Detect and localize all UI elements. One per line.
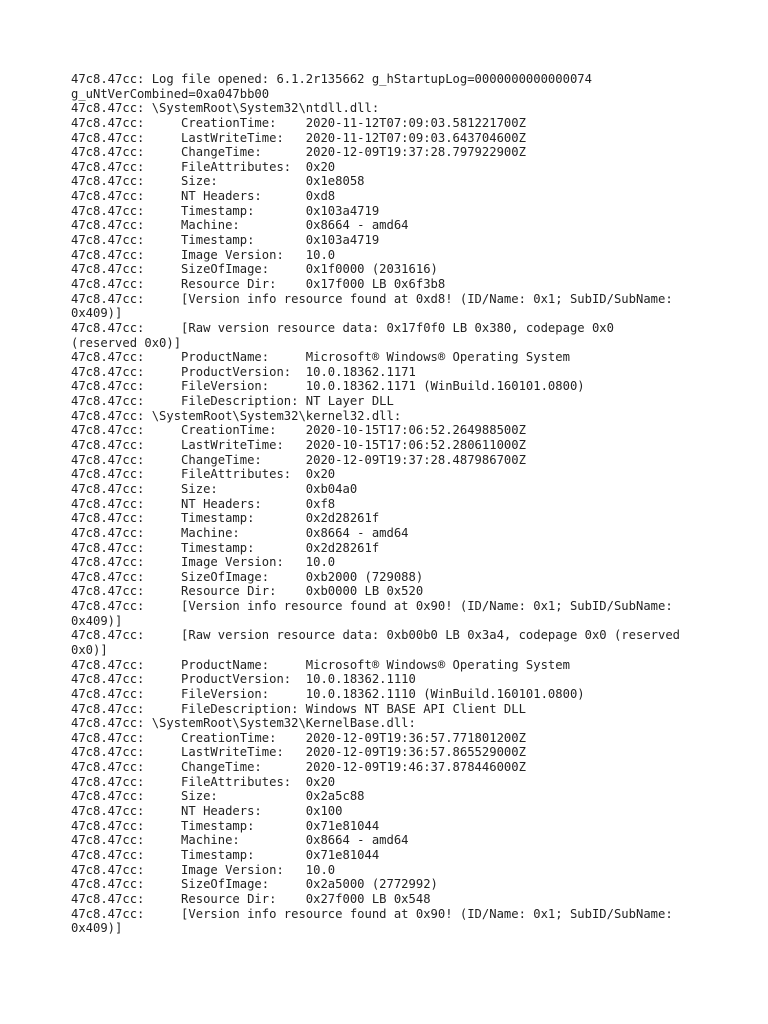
log-line: 0x409)]	[71, 921, 123, 936]
log-line: 47c8.47cc: Timestamp: 0x2d28261f	[71, 511, 380, 526]
log-line: 47c8.47cc: SizeOfImage: 0x1f0000 (2031616)	[71, 262, 438, 277]
log-line: 47c8.47cc: ProductVersion: 10.0.18362.1110	[71, 672, 416, 687]
log-line: 0x409)]	[71, 613, 123, 628]
log-line: 47c8.47cc: Image Version: 10.0	[71, 247, 336, 262]
log-line: 47c8.47cc: NT Headers: 0xd8	[71, 189, 336, 204]
log-line: 47c8.47cc: ChangeTime: 2020-12-09T19:37:28.797922900Z	[71, 145, 526, 160]
log-document	[71, 72, 731, 936]
log-line: g_uNtVerCombined=0xa047bb00	[71, 86, 270, 101]
log-line: 47c8.47cc: [Raw version resource data: 0xb00b0 LB 0x3a4, codepage 0x0 (reserved	[71, 628, 681, 643]
log-line: 47c8.47cc: \SystemRoot\System32\ntdll.dll:	[71, 101, 380, 116]
log-line: 47c8.47cc: FileVersion: 10.0.18362.1110 (WinBuild.160101.0800)	[71, 686, 585, 701]
log-line: 47c8.47cc: CreationTime: 2020-10-15T17:06:52.264988500Z	[71, 423, 526, 438]
log-line: 47c8.47cc: Machine: 0x8664 - amd64	[71, 525, 409, 540]
log-line: 47c8.47cc: Timestamp: 0x71e81044	[71, 847, 380, 862]
log-line: 47c8.47cc: Resource Dir: 0x27f000 LB 0x548	[71, 891, 431, 906]
log-line: 0x0)]	[71, 642, 108, 657]
log-line: 47c8.47cc: CreationTime: 2020-11-12T07:09:03.581221700Z	[71, 115, 526, 130]
log-line: 47c8.47cc: \SystemRoot\System32\kernel32.dll:	[71, 408, 402, 423]
log-line: 47c8.47cc: Size: 0x2a5c88	[71, 789, 365, 804]
log-line: 47c8.47cc: \SystemRoot\System32\KernelBase.dll:	[71, 716, 416, 731]
log-line: 47c8.47cc: NT Headers: 0xf8	[71, 496, 336, 511]
log-line: 47c8.47cc: NT Headers: 0x100	[71, 804, 343, 819]
log-line: 47c8.47cc: ProductName: Microsoft® Windows® Operating System	[71, 657, 570, 672]
log-line: 47c8.47cc: Image Version: 10.0	[71, 555, 336, 570]
log-line: 47c8.47cc: Machine: 0x8664 - amd64	[71, 833, 409, 848]
log-line: 47c8.47cc: Timestamp: 0x103a4719	[71, 203, 380, 218]
log-line: 47c8.47cc: Machine: 0x8664 - amd64	[71, 218, 409, 233]
log-line: 47c8.47cc: FileAttributes: 0x20	[71, 159, 336, 174]
log-line: 47c8.47cc: [Raw version resource data: 0x17f0f0 LB 0x380, codepage 0x0	[71, 320, 614, 335]
log-line: 47c8.47cc: SizeOfImage: 0x2a5000 (2772992)	[71, 877, 438, 892]
log-line: 47c8.47cc: Size: 0x1e8058	[71, 174, 365, 189]
log-line: 47c8.47cc: ProductName: Microsoft® Windows® Operating System	[71, 350, 570, 365]
log-line: 47c8.47cc: [Version info resource found at 0xd8! (ID/Name: 0x1; SubID/SubName:	[71, 291, 673, 306]
log-line: 47c8.47cc: [Version info resource found at 0x90! (ID/Name: 0x1; SubID/SubName:	[71, 906, 673, 921]
log-line: 47c8.47cc: Timestamp: 0x2d28261f	[71, 540, 380, 555]
log-line: 47c8.47cc: Timestamp: 0x71e81044	[71, 818, 380, 833]
log-line: 47c8.47cc: [Version info resource found at 0x90! (ID/Name: 0x1; SubID/SubName:	[71, 599, 673, 614]
log-line: 47c8.47cc: ChangeTime: 2020-12-09T19:37:28.487986700Z	[71, 452, 526, 467]
log-line: 47c8.47cc: FileAttributes: 0x20	[71, 774, 336, 789]
log-line: 47c8.47cc: FileVersion: 10.0.18362.1171 (WinBuild.160101.0800)	[71, 379, 585, 394]
log-line: 47c8.47cc: CreationTime: 2020-12-09T19:36:57.771801200Z	[71, 730, 526, 745]
log-line: 47c8.47cc: LastWriteTime: 2020-10-15T17:06:52.280611000Z	[71, 438, 526, 453]
log-line: 47c8.47cc: FileAttributes: 0x20	[71, 467, 336, 482]
log-line: (reserved 0x0)]	[71, 335, 182, 350]
log-line: 47c8.47cc: ChangeTime: 2020-12-09T19:46:37.878446000Z	[71, 760, 526, 775]
log-line: 47c8.47cc: FileDescription: NT Layer DLL	[71, 394, 394, 409]
log-line: 47c8.47cc: FileDescription: Windows NT BASE API Client DLL	[71, 701, 526, 716]
log-line: 47c8.47cc: LastWriteTime: 2020-12-09T19:36:57.865529000Z	[71, 745, 526, 760]
log-line: 47c8.47cc: Timestamp: 0x103a4719	[71, 233, 380, 248]
log-line: 47c8.47cc: Resource Dir: 0xb0000 LB 0x520	[71, 584, 424, 599]
log-line: 47c8.47cc: Size: 0xb04a0	[71, 481, 358, 496]
log-line: 47c8.47cc: ProductVersion: 10.0.18362.1171	[71, 364, 416, 379]
log-line: 47c8.47cc: Resource Dir: 0x17f000 LB 0x6f3b8	[71, 276, 446, 291]
log-line: 47c8.47cc: Image Version: 10.0	[71, 862, 336, 877]
log-line: 47c8.47cc: SizeOfImage: 0xb2000 (729088)	[71, 569, 424, 584]
log-line: 0x409)]	[71, 306, 123, 321]
log-line: 47c8.47cc: Log file opened: 6.1.2r135662 g_hStartupLog=0000000000000074	[71, 72, 592, 86]
log-line: 47c8.47cc: LastWriteTime: 2020-11-12T07:09:03.643704600Z	[71, 130, 526, 145]
